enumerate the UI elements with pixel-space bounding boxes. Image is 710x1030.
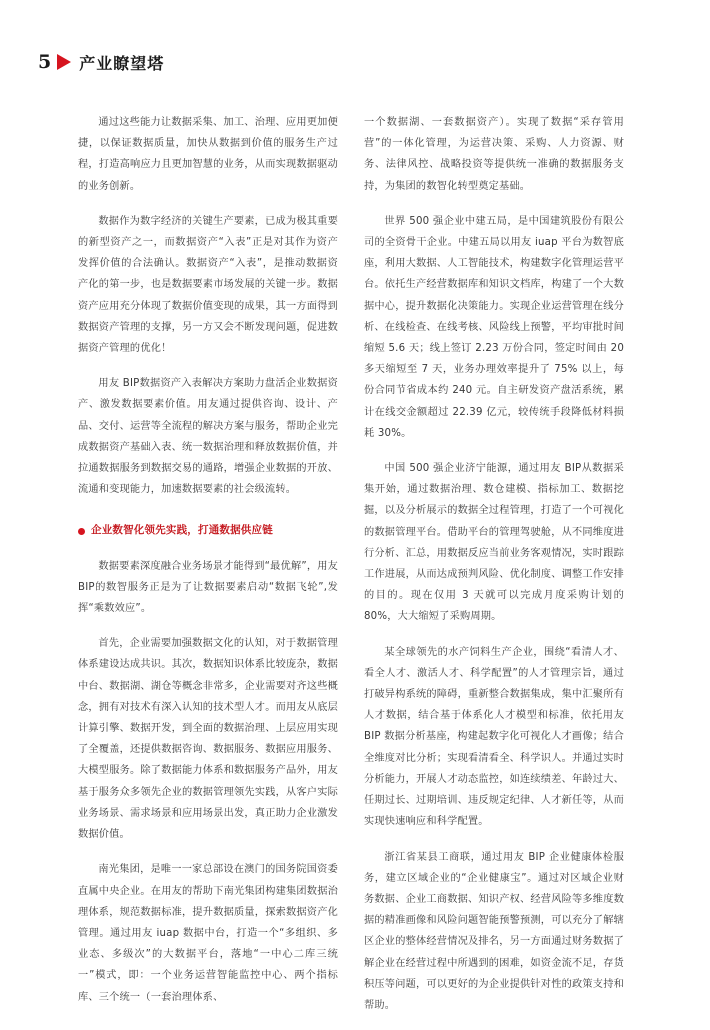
paragraph: 南光集团，是唯一一家总部设在澳门的国务院国资委直属中央企业。在用友的帮助下南光集团构建集团数据治理体系，规范数据标准，提升数据质量，探索数据资产化管理。通过用友 iuap 数据中台，打造一个“多组织、多业态、多级次”的大数据平台，落地“一中心二库三统一”模式，即：一个业务运营智能监控中心、两个指标库、三个统一（一套治理体系、 xyxy=(78,864,338,1003)
paragraph: 数据作为数字经济的关键生产要素，已成为极其重要的新型资产之一，而数据资产“入表”正是对其作为资产发挥价值的合法确认。数据资产“入表”，是推动数据资产化的第一步，也是数据要素市场发展的关键一步。数据资产应用充分体现了数据价值变现的成果，其一方面得到数据资产管理的支撑，另一方又会不断发现问题，促进数据资产管理的优化！ xyxy=(78,215,338,355)
bullet-dot-icon xyxy=(78,528,85,535)
paragraph: 中国 500 强企业济宁能源，通过用友 BIP从数据采集开始，通过数据治理、数仓建模、指标加工、数据挖掘，以及分析展示的数据全过程管理，打造了一个可视化的数据管理平台。借助平台的管理驾驶舱，从不同维度进行分析、汇总，用数据反应当前业务客观情况，实时跟踪工作进展，从而达成预判风险、优化制度、调整工作安排的目的。现在仅用 3 天就可以完成月度采购计划的 80%，大大缩短了采购周期。 xyxy=(364,463,624,623)
right-column xyxy=(364,112,624,1030)
paragraph: 用友 BIP数据资产入表解决方案助力盘活企业数据资产、激发数据要素价值。用友通过提供咨询、设计、产品、交付、运营等全流程的解决方案与服务，帮助企业完成数据资产基础入表、统一数据治理和释放数据价值，并拉通数据服务到数据交易的通路，增强企业数据的开放、流通和变现能力，加速数据要素的社会级流转。 xyxy=(78,378,338,496)
paragraph: 某全球领先的水产饲料生产企业，围绕“看清人才、看全人才、激活人才、科学配置”的人才管理宗旨，通过打破异构系统的障碍，重新整合数据集成，集中汇聚所有人才数据，结合基于体系化人才模型和标准，依托用友 BIP 数据分析基座，构建起数字化可视化人才画像；结合全维度对比分析；实现看清看全、科学识人。并通过实时分析能力，开展人才动态监控，如连续绩差、年龄过大、任期过长、过期培训、违反规定纪律、人才新任等，从而实现快速响应和科学配置。 xyxy=(364,646,624,828)
paragraph: 数据要素深度融合业务场景才能得到“最优解”，用友BIP的数智服务正是为了让数据要素启动“数据飞轮”,发挥“乘数效应”。 xyxy=(78,560,338,615)
paragraph: 世界 500 强企业中建五局，是中国建筑股份有限公司的全资骨干企业。中建五局以用友 iuap 平台为数智底座，利用大数据、人工智能技术，构建数字化管理运营平台。依托生产经营数据库和知识文档库，构建了一个大数据中心，提升数据化决策能力。实现企业运营管理在线分析、在线检查、在线考核、风险线上预警，平均审批时间缩短 5.6 天；线上签订 2.23 万份合同，签定时间由 20 多天缩短至 7 天，业务办理效率提升了 75% 以上，每份合同节省成本约 240 元。自主研发资产盘活系统，累计在线交金额超过 22.39 亿元，较传统手段降低材料损耗 30%。 xyxy=(364,215,624,439)
section-heading-text: 企业数智化领先实践，打通数据供应链 xyxy=(91,524,273,537)
paragraph: 通过这些能力让数据采集、加工、治理、应用更加便捷，以保证数据质量，加快从数据到价值的服务生产过程，打造高响应力且更加智慧的业务，从而实现数据驱动的业务创新。 xyxy=(78,117,338,192)
paragraph-continued: 一个数据湖、一套数据资产）。实现了数据“采存管用营”的一体化管理，为运营决策、采购、人力资源、财务、法律风控、战略投资等提供统一准确的数据服务支持，为集团的数智化转型奠定基础。 xyxy=(364,117,624,192)
section-title: 产业瞭望塔 xyxy=(79,53,165,73)
section-heading xyxy=(78,520,338,541)
page-number: 5 xyxy=(38,51,52,73)
arrow-right-icon xyxy=(57,54,71,70)
page-header xyxy=(38,48,164,76)
paragraph: 首先，企业需要加强数据文化的认知，对于数据管理体系建设达成共识。其次，数据知识体系比较庞杂，数据中台、数据湖、湖仓等概念非常多，企业需要对齐这些概念，拥有对技术有深入认知的技术型人才。而用友从底层计算引擎、数据开发，到全面的数据治理、上层应用实现了全覆盖，还提供数据咨询、数据服务、数据应用服务、大模型服务。除了数据能力体系和数据服务产品外，用友基于服务众多领先企业的数据管理领先实践，从客户实际业务场景、需求场景和应用场景出发，真正助力企业激发数据价值。 xyxy=(78,638,338,841)
paragraph: 浙江省某县工商联，通过用友 BIP 企业健康体检服务，建立区域企业的“企业健康宝”。通过对区域企业财务数据、企业工商数据、知识产权、经营风险等多维度数据的精准画像和风险问题智能预警预测，可以充分了解辖区企业的整体经营情况及排名，另一方面通过财务数据了解企业在经营过程中所遇到的困难，如资金流不足，存货积压等问题，可以更好的为企业提供针对性的政策支持和帮助。 xyxy=(364,851,624,1011)
left-column xyxy=(78,112,338,1022)
